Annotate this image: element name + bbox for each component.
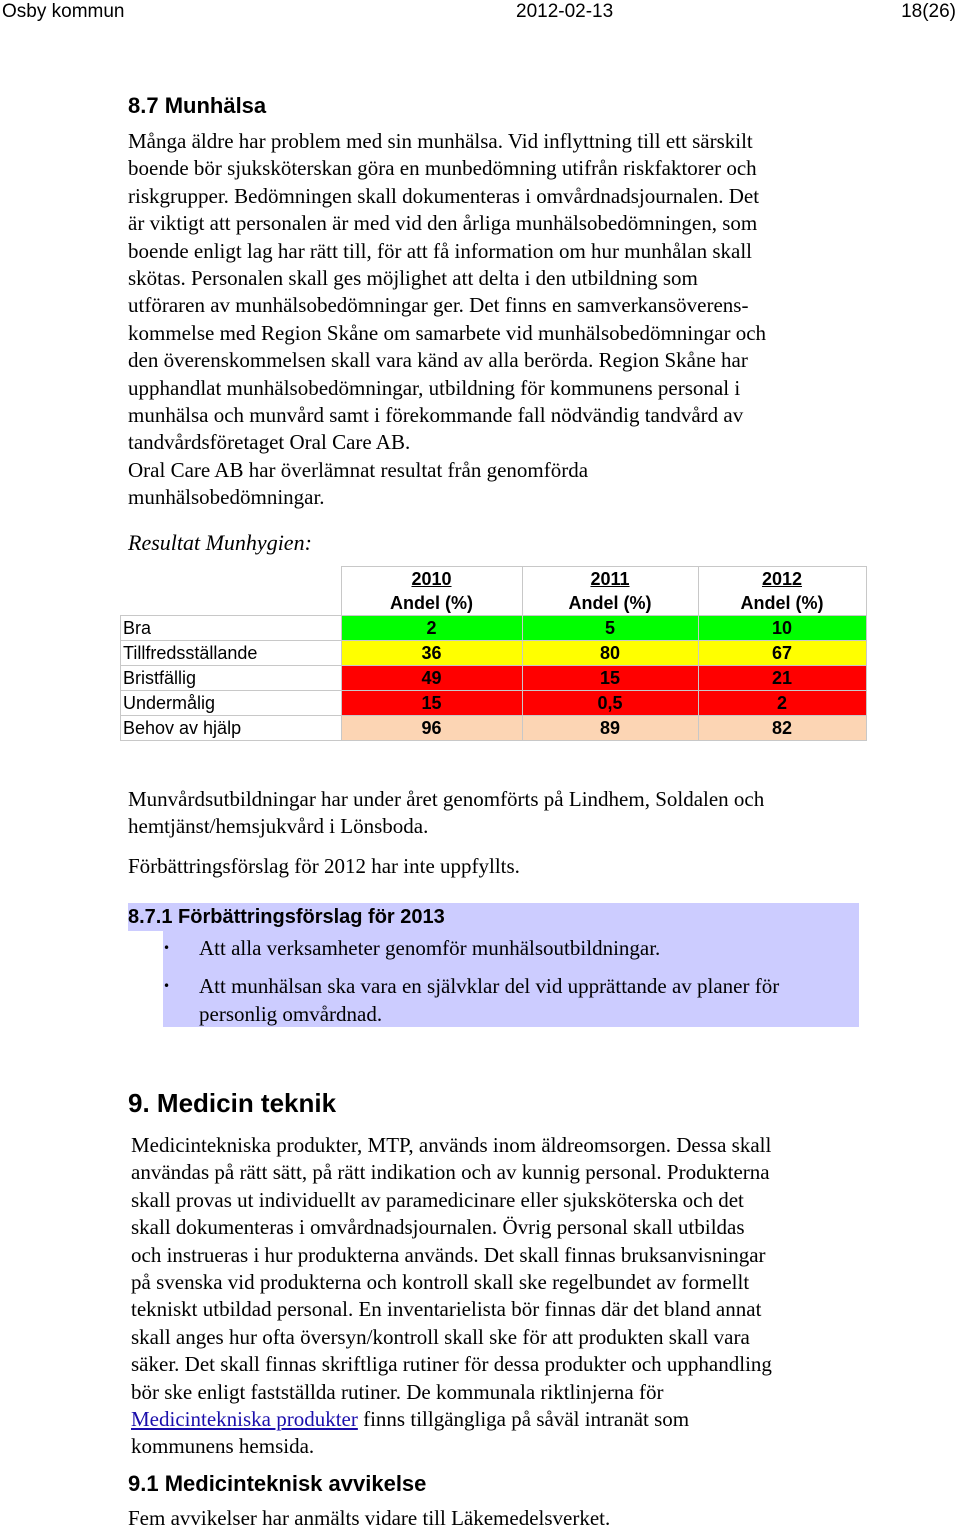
body-line: på svenska vid produkterna och kontroll skall ske regelbundet av formellt	[131, 1270, 750, 1295]
list-item	[163, 935, 859, 962]
body-line: användas på rätt sätt, på rätt indikation och av kunnig personal. Produkterna	[131, 1160, 770, 1185]
table-cell: 0,5	[522, 691, 698, 716]
section-heading-9: 9. Medicin teknik	[128, 1088, 337, 1118]
table-cell: 89	[522, 716, 698, 741]
section-heading-8-7: 8.7 Munhälsa	[128, 93, 267, 118]
body-line: utföraren av munhälsobedömningar ger. Det finns en samverkansöverens-	[128, 293, 749, 318]
body-line: boende enligt lag har rätt till, för att få information om hur munhålan skall	[128, 238, 752, 263]
table-cell: 67	[698, 641, 866, 666]
table-cell: 36	[341, 641, 522, 666]
row-label: Behov av hjälp	[121, 716, 342, 741]
body-line: upphandlat munhälsobedömningar, utbildning för kommunens personal i	[128, 375, 741, 400]
table-corner-cell	[121, 567, 342, 616]
improvement-list	[163, 935, 859, 1039]
column-year: 2010	[411, 569, 452, 589]
body-line: munhälsa och munvård samt i förekommande fall nödvändig tandvård av	[128, 403, 744, 428]
table-header-row	[121, 567, 867, 616]
section-9-body	[131, 1132, 871, 1461]
bullet-icon: •	[163, 941, 171, 955]
body-line: kommelse med Region Skåne om samarbete vid munhälsobedömningar och	[128, 320, 767, 345]
header-page-number: 18(26)	[901, 1, 956, 22]
section-9-1-body: Fem avvikelser har anmälts vidare till Läkemedelsverket.	[128, 1506, 611, 1530]
table-row	[121, 641, 867, 666]
body-line: kommunens hemsida.	[131, 1434, 315, 1459]
body-line: hemtjänst/hemsjukvård i Lönsboda.	[128, 814, 429, 839]
table-cell: 2	[341, 616, 522, 641]
body-line: tekniskt utbildad personal. En inventarielista bör finnas där det bland annat	[131, 1297, 762, 1322]
table-cell: 82	[698, 716, 866, 741]
body-line: bör ske enligt fastställda rutiner. De kommunala riktlinjerna för	[131, 1379, 664, 1404]
column-subtitle: Andel (%)	[568, 593, 652, 613]
results-table	[120, 566, 867, 741]
table-cell: 96	[341, 716, 522, 741]
table-cell: 15	[341, 691, 522, 716]
table-cell: 15	[522, 666, 698, 691]
row-label: Bristfällig	[121, 666, 342, 691]
body-line: är viktigt att personalen är med vid den årliga munhälsobedömningen, som	[128, 211, 758, 236]
table-column-header	[341, 567, 522, 616]
result-heading: Resultat Munhygien:	[128, 530, 312, 555]
table-column-header	[522, 567, 698, 616]
body-line: skall dokumenteras i omvårdnadsjournalen. Övrig personal skall utbildas	[131, 1215, 745, 1240]
bullet-icon: •	[163, 979, 171, 994]
table-column-header	[698, 567, 866, 616]
section-8-7-body	[128, 128, 868, 512]
table-cell: 21	[698, 666, 866, 691]
list-item-text: Att munhälsan ska vara en självklar del vid upprättande av planer för personlig omvårdnad.	[199, 974, 780, 1026]
table-cell: 5	[522, 616, 698, 641]
column-subtitle: Andel (%)	[390, 593, 473, 613]
table-row	[121, 716, 867, 741]
column-subtitle: Andel (%)	[740, 593, 824, 613]
table-cell: 80	[522, 641, 698, 666]
body-line: tandvårdsföretaget Oral Care AB.	[128, 430, 411, 455]
list-item-text: Att alla verksamheter genomför munhälsoutbildningar.	[199, 936, 661, 960]
body-line: munhälsobedömningar.	[128, 485, 325, 510]
row-label: Undermålig	[121, 691, 342, 716]
link-trailing-text: finns tillgängliga på såväl intranät som	[357, 1407, 690, 1432]
after-table-body	[128, 786, 868, 841]
column-year: 2012	[761, 569, 803, 589]
row-label: Bra	[121, 616, 342, 641]
section-heading-9-1: 9.1 Medicinteknisk avvikelse	[128, 1471, 427, 1496]
body-line: Medicintekniska produkter, MTP, används inom äldreomsorgen. Dessa skall	[131, 1133, 772, 1157]
mtp-guidelines-link[interactable]: Medicintekniska produkter	[131, 1407, 358, 1432]
table-cell: 2	[698, 691, 866, 716]
table-cell: 49	[341, 666, 522, 691]
body-line: den överenskommelsen skall vara känd av alla berörda. Region Skåne har	[128, 348, 748, 373]
list-item	[163, 973, 859, 1028]
column-year: 2011	[590, 569, 630, 589]
body-line: skall anges hur ofta översyn/kontroll skall ske för att produkten skall vara	[131, 1324, 750, 1349]
body-line: skötas. Personalen skall ges möjlighet att delta i den utbildning som	[128, 266, 698, 291]
body-line: Många äldre har problem med sin munhälsa. Vid inflyttning till ett särskilt	[128, 129, 753, 153]
body-line: och instrueras i hur produkterna används. Det skall finnas bruksanvisningar	[131, 1242, 766, 1267]
body-line	[131, 1406, 871, 1433]
page-header	[0, 0, 960, 24]
improvement-status: Förbättringsförslag för 2012 har inte uppfyllts.	[128, 854, 520, 878]
header-org: Osby kommun	[2, 1, 125, 22]
table-row	[121, 616, 867, 641]
section-heading-8-7-1: 8.7.1 Förbättringsförslag för 2013	[128, 906, 445, 928]
body-line: boende bör sjuksköterskan göra en munbedömning utifrån riskfaktorer och	[128, 156, 757, 181]
body-line: skall provas ut individuellt av paramedicinare eller sjuksköterska och det	[131, 1187, 744, 1212]
row-label: Tillfredsställande	[121, 641, 342, 666]
body-line: säker. Det skall finnas skriftliga rutiner för dessa produkter och upphandling	[131, 1352, 772, 1377]
table-row	[121, 691, 867, 716]
header-date: 2012-02-13	[516, 1, 614, 22]
body-line: Oral Care AB har överlämnat resultat från genomförda	[128, 457, 589, 482]
table-row	[121, 666, 867, 691]
body-line: riskgrupper. Bedömningen skall dokumenteras i omvårdnadsjournalen. Det	[128, 183, 760, 208]
body-line: Munvårdsutbildningar har under året genomförts på Lindhem, Soldalen och	[128, 787, 765, 811]
table-cell: 10	[698, 616, 866, 641]
